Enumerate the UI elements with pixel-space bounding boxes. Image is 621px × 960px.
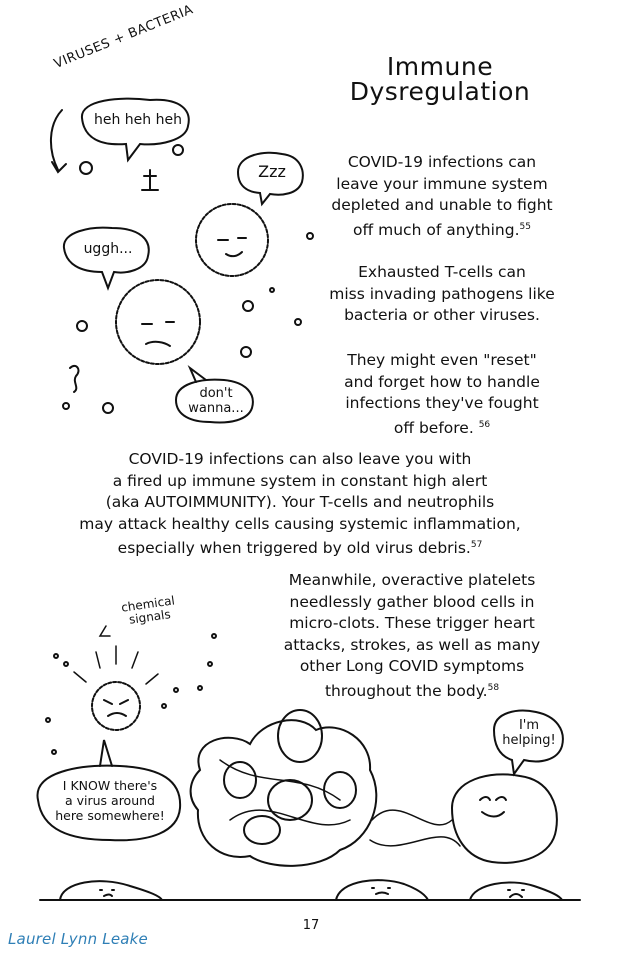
platelet-helper — [452, 774, 557, 863]
t-cell-sleepy — [196, 204, 268, 276]
paragraph-exhausted-t-cells: Exhausted T-cells can miss invading pathogens like bacteria or other viruses. — [329, 263, 555, 324]
chemical-signals-label: chemical signals — [120, 593, 176, 627]
heh-speech-text: heh heh heh — [94, 112, 182, 128]
virus-1 — [80, 162, 92, 174]
paragraph-reset: They might even "reset" and forget how to handle infections they've fought off before. $^{56}$ — [344, 351, 540, 437]
footnote-ref-57: 57 — [470, 540, 483, 550]
footnote-ref-58: 58 — [487, 682, 500, 693]
viruses-bacteria-label: VIRUSES + BACTERIA — [52, 2, 196, 72]
artist-signature: Laurel Lynn Leake — [8, 930, 148, 948]
zzz-speech-text: Zzz — [258, 162, 286, 181]
footnote-ref-56: 56 — [478, 419, 491, 430]
footnote-ref-55: 55 — [519, 221, 531, 232]
dont-wanna-speech-text: don't wanna... — [188, 386, 244, 416]
t-cell-uggh — [116, 280, 200, 364]
im-helping-speech-text: I'm helping! — [502, 718, 556, 748]
page-number: 17 — [302, 918, 320, 933]
angry-cell — [92, 682, 140, 730]
paragraph-platelets: Meanwhile, overactive platelets needlessly gather blood cells in micro-clots. These trigger heart attacks, strokes, as well as many other Long COVID symptoms throughout the body.$^{58}$ — [283, 571, 541, 700]
arrow-to-viruses — [51, 110, 62, 170]
uggh-speech-bubble — [64, 228, 149, 288]
paragraph-depleted: COVID-19 infections can leave your immune system depleted and unable to fight off much of anything.$^{55}$ — [331, 153, 553, 239]
virus-3 — [142, 170, 158, 190]
micro-clot — [191, 720, 377, 866]
uggh-speech-text: uggh... — [83, 241, 133, 257]
page-title: Immune Dysregulation — [349, 52, 531, 106]
paragraph-autoimmunity: COVID-19 infections can also leave you with a fired up immune system in constant high alert (aka AUTOIMMUNITY). Your T-cells and neutrophils may attack healthy cells causing systemic inflammation, especially when triggered by old virus debris.$^{57}$ — [79, 450, 521, 558]
i-know-speech-text: I KNOW there's a virus around here somewhere! — [55, 778, 165, 823]
virus-2 — [173, 145, 183, 155]
